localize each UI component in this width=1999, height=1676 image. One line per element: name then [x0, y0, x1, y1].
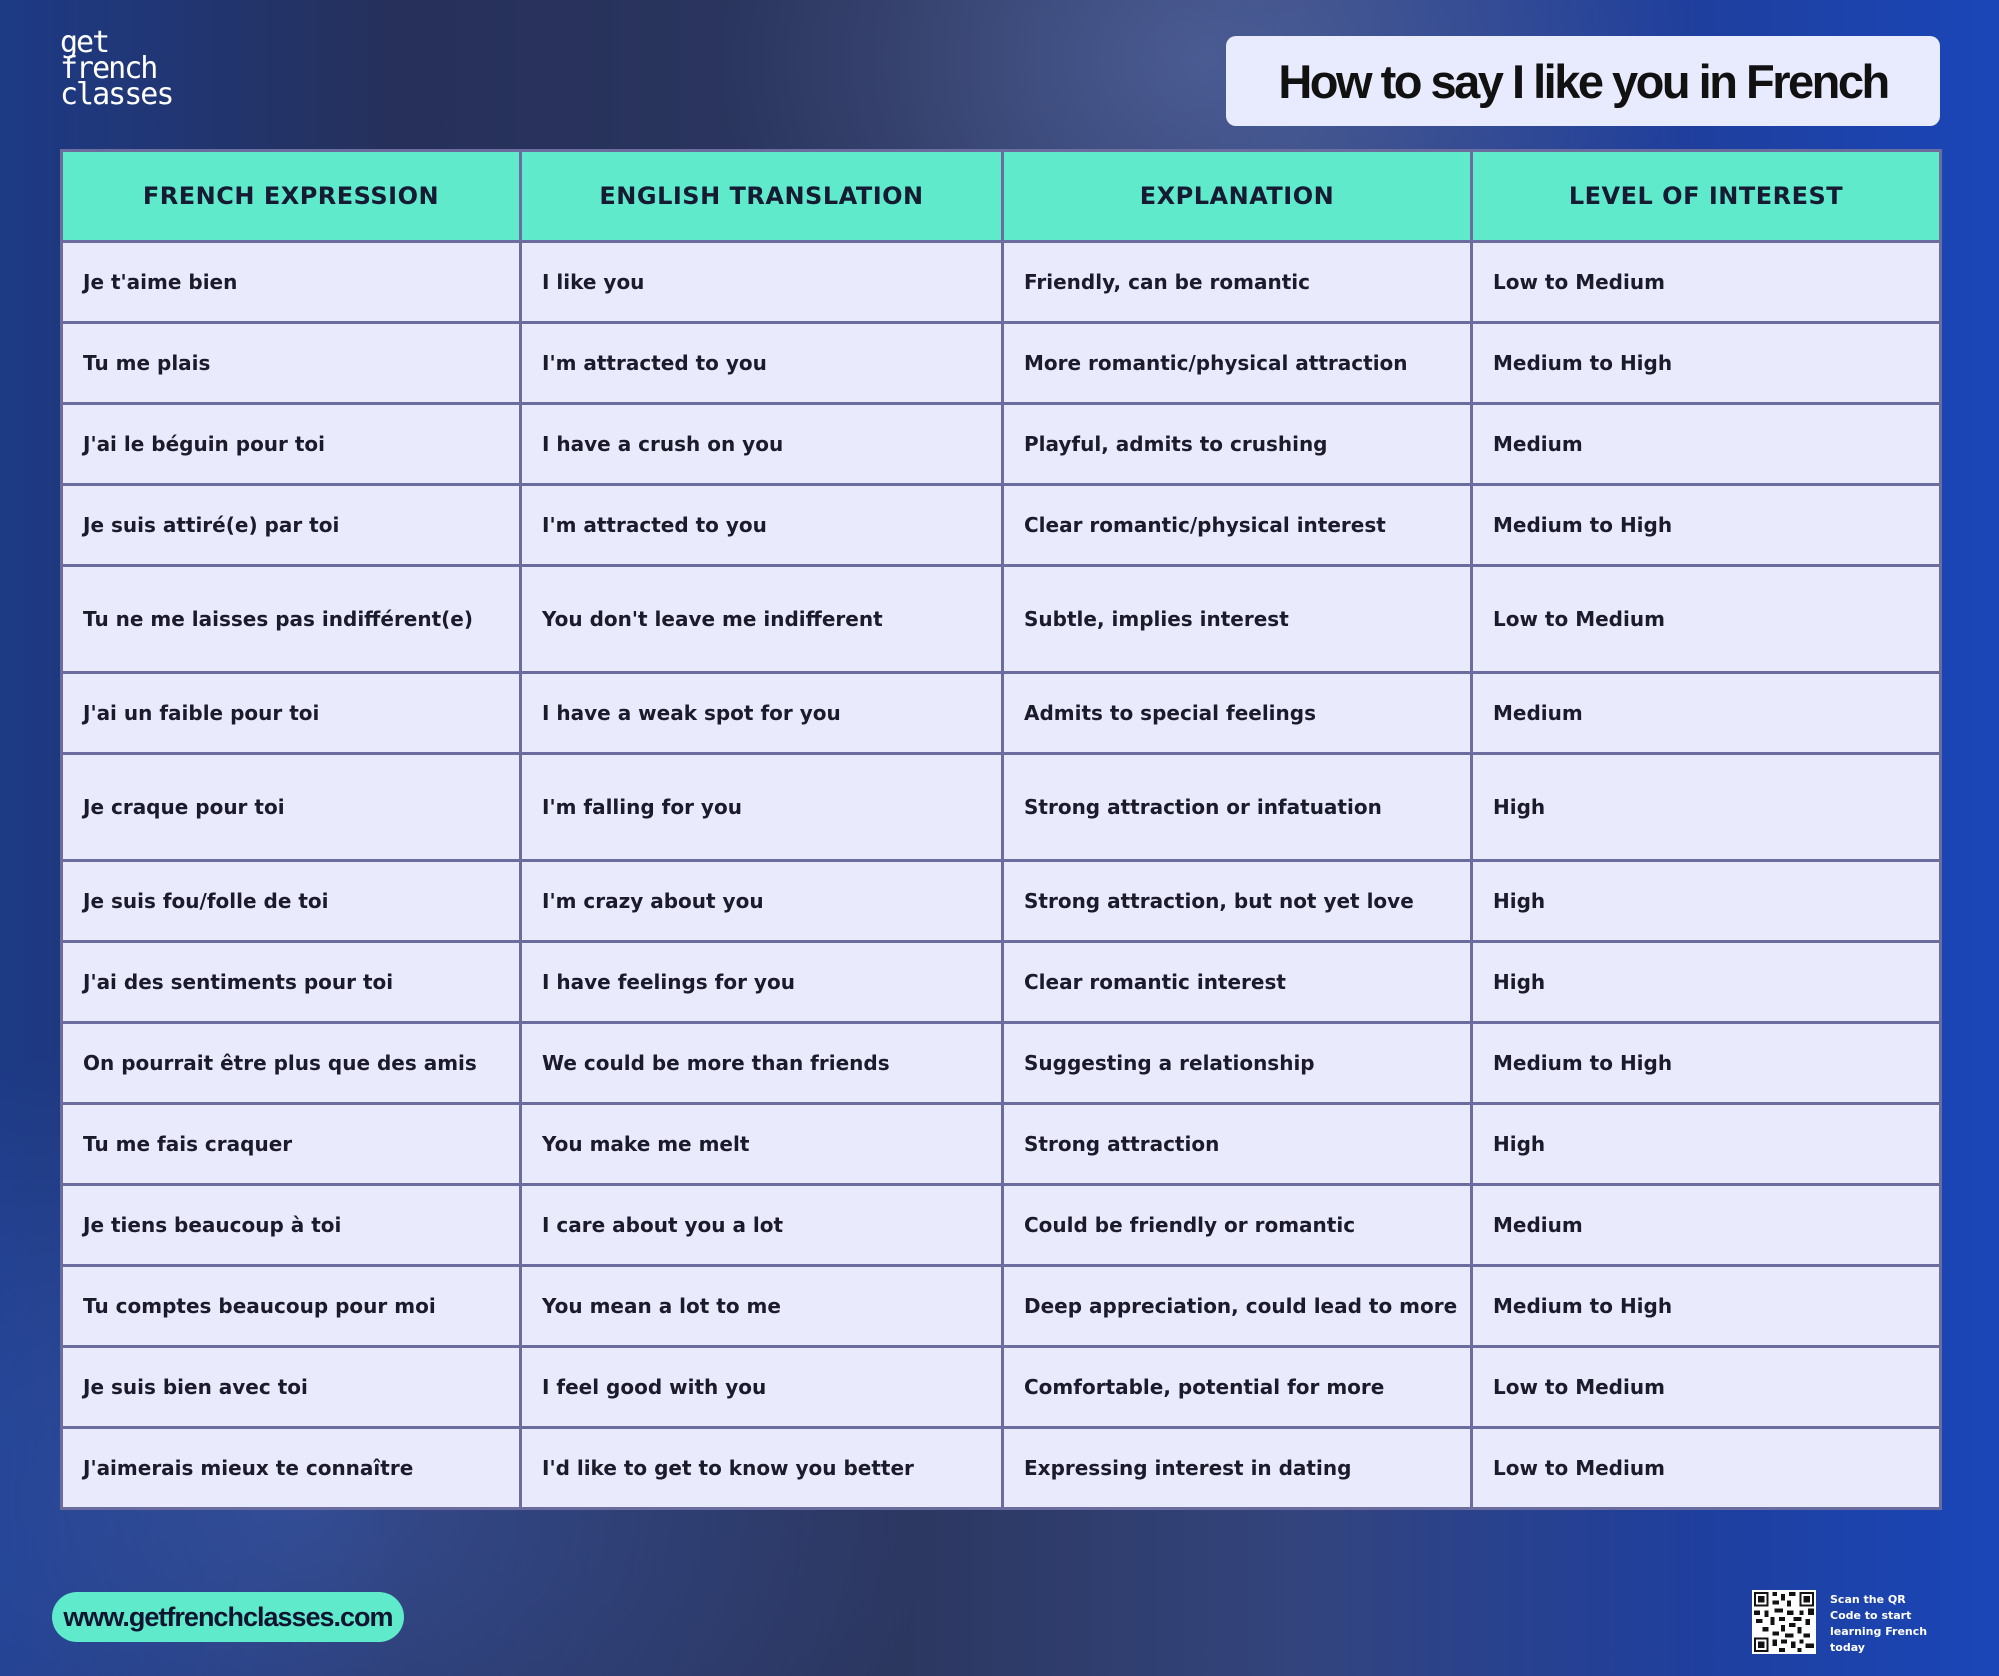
table-row: [62, 1023, 1941, 1104]
cell-french: Je t'aime bien: [62, 242, 521, 323]
cell-explanation: Clear romantic/physical interest: [1003, 485, 1472, 566]
table-row: [62, 1347, 1941, 1428]
table-row: [62, 861, 1941, 942]
table-row: [62, 1104, 1941, 1185]
table-row: [62, 942, 1941, 1023]
cell-english: I feel good with you: [521, 1347, 1003, 1428]
cell-english: I'm crazy about you: [521, 861, 1003, 942]
cell-french: Je suis fou/folle de toi: [62, 861, 521, 942]
cell-english: You make me melt: [521, 1104, 1003, 1185]
cell-english: I care about you a lot: [521, 1185, 1003, 1266]
cell-french: J'ai le béguin pour toi: [62, 404, 521, 485]
cell-english: You don't leave me indifferent: [521, 566, 1003, 673]
cell-level: Medium: [1472, 673, 1941, 754]
cell-english: I have a crush on you: [521, 404, 1003, 485]
cell-french: Je suis attiré(e) par toi: [62, 485, 521, 566]
table-row: [62, 1428, 1941, 1509]
cell-level: Low to Medium: [1472, 242, 1941, 323]
cell-french: Je suis bien avec toi: [62, 1347, 521, 1428]
cell-level: High: [1472, 942, 1941, 1023]
title-box: [1226, 36, 1940, 126]
cell-level: Medium: [1472, 404, 1941, 485]
cell-level: Medium to High: [1472, 485, 1941, 566]
cell-explanation: Admits to special feelings: [1003, 673, 1472, 754]
cell-level: High: [1472, 861, 1941, 942]
cell-french: J'aimerais mieux te connaître: [62, 1428, 521, 1509]
cell-english: I'm attracted to you: [521, 485, 1003, 566]
cell-level: Low to Medium: [1472, 566, 1941, 673]
website-link[interactable]: www.getfrenchclasses.com: [52, 1592, 404, 1642]
cell-explanation: Comfortable, potential for more: [1003, 1347, 1472, 1428]
cell-french: Tu me plais: [62, 323, 521, 404]
cell-french: Je tiens beaucoup à toi: [62, 1185, 521, 1266]
table-row: [62, 673, 1941, 754]
expressions-table: [60, 149, 1942, 1510]
table-row: [62, 1266, 1941, 1347]
cell-french: Tu me fais craquer: [62, 1104, 521, 1185]
table-row: [62, 404, 1941, 485]
cell-level: High: [1472, 1104, 1941, 1185]
cell-french: Tu ne me laisses pas indifférent(e): [62, 566, 521, 673]
cell-explanation: Friendly, can be romantic: [1003, 242, 1472, 323]
cell-english: I like you: [521, 242, 1003, 323]
cell-explanation: Clear romantic interest: [1003, 942, 1472, 1023]
cell-level: High: [1472, 754, 1941, 861]
logo-line-classes: classes: [60, 77, 173, 112]
cell-english: We could be more than friends: [521, 1023, 1003, 1104]
table-row: [62, 1185, 1941, 1266]
cell-french: Tu comptes beaucoup pour moi: [62, 1266, 521, 1347]
cell-explanation: Deep appreciation, could lead to more: [1003, 1266, 1472, 1347]
cell-explanation: Strong attraction or infatuation: [1003, 754, 1472, 861]
cell-level: Medium: [1472, 1185, 1941, 1266]
brand-logo: [60, 25, 173, 112]
header-explanation: EXPLANATION: [1003, 151, 1472, 242]
logo-line-french: french: [60, 51, 157, 86]
table-row: [62, 754, 1941, 861]
logo-line-get: get: [60, 25, 109, 60]
table-row: [62, 323, 1941, 404]
cell-explanation: Could be friendly or romantic: [1003, 1185, 1472, 1266]
cell-french: J'ai un faible pour toi: [62, 673, 521, 754]
cell-explanation: Strong attraction, but not yet love: [1003, 861, 1472, 942]
header-english-translation: ENGLISH TRANSLATION: [521, 151, 1003, 242]
cell-explanation: Playful, admits to crushing: [1003, 404, 1472, 485]
cell-explanation: Suggesting a relationship: [1003, 1023, 1472, 1104]
qr-code[interactable]: [1752, 1590, 1816, 1654]
cell-english: I have a weak spot for you: [521, 673, 1003, 754]
cell-english: I'm falling for you: [521, 754, 1003, 861]
cell-level: Medium to High: [1472, 1266, 1941, 1347]
cell-english: I'd like to get to know you better: [521, 1428, 1003, 1509]
qr-caption: Scan the QR Code to start learning French today: [1830, 1593, 1928, 1654]
header-french-expression: FRENCH EXPRESSION: [62, 151, 521, 242]
table-header-row: [62, 151, 1941, 242]
cell-french: Je craque pour toi: [62, 754, 521, 861]
cell-explanation: Subtle, implies interest: [1003, 566, 1472, 673]
cell-french: On pourrait être plus que des amis: [62, 1023, 521, 1104]
table-row: [62, 485, 1941, 566]
cell-explanation: More romantic/physical attraction: [1003, 323, 1472, 404]
cell-level: Low to Medium: [1472, 1347, 1941, 1428]
cell-level: Low to Medium: [1472, 1428, 1941, 1509]
table-row: [62, 566, 1941, 673]
cell-explanation: Strong attraction: [1003, 1104, 1472, 1185]
cell-level: Medium to High: [1472, 1023, 1941, 1104]
qr-code-icon: [1754, 1592, 1814, 1652]
cell-explanation: Expressing interest in dating: [1003, 1428, 1472, 1509]
page-title: How to say I like you in French: [1278, 54, 1888, 108]
cell-level: Medium to High: [1472, 323, 1941, 404]
cell-english: I have feelings for you: [521, 942, 1003, 1023]
cell-english: I'm attracted to you: [521, 323, 1003, 404]
cell-english: You mean a lot to me: [521, 1266, 1003, 1347]
cell-french: J'ai des sentiments pour toi: [62, 942, 521, 1023]
header-level-of-interest: LEVEL OF INTEREST: [1472, 151, 1941, 242]
table-row: [62, 242, 1941, 323]
